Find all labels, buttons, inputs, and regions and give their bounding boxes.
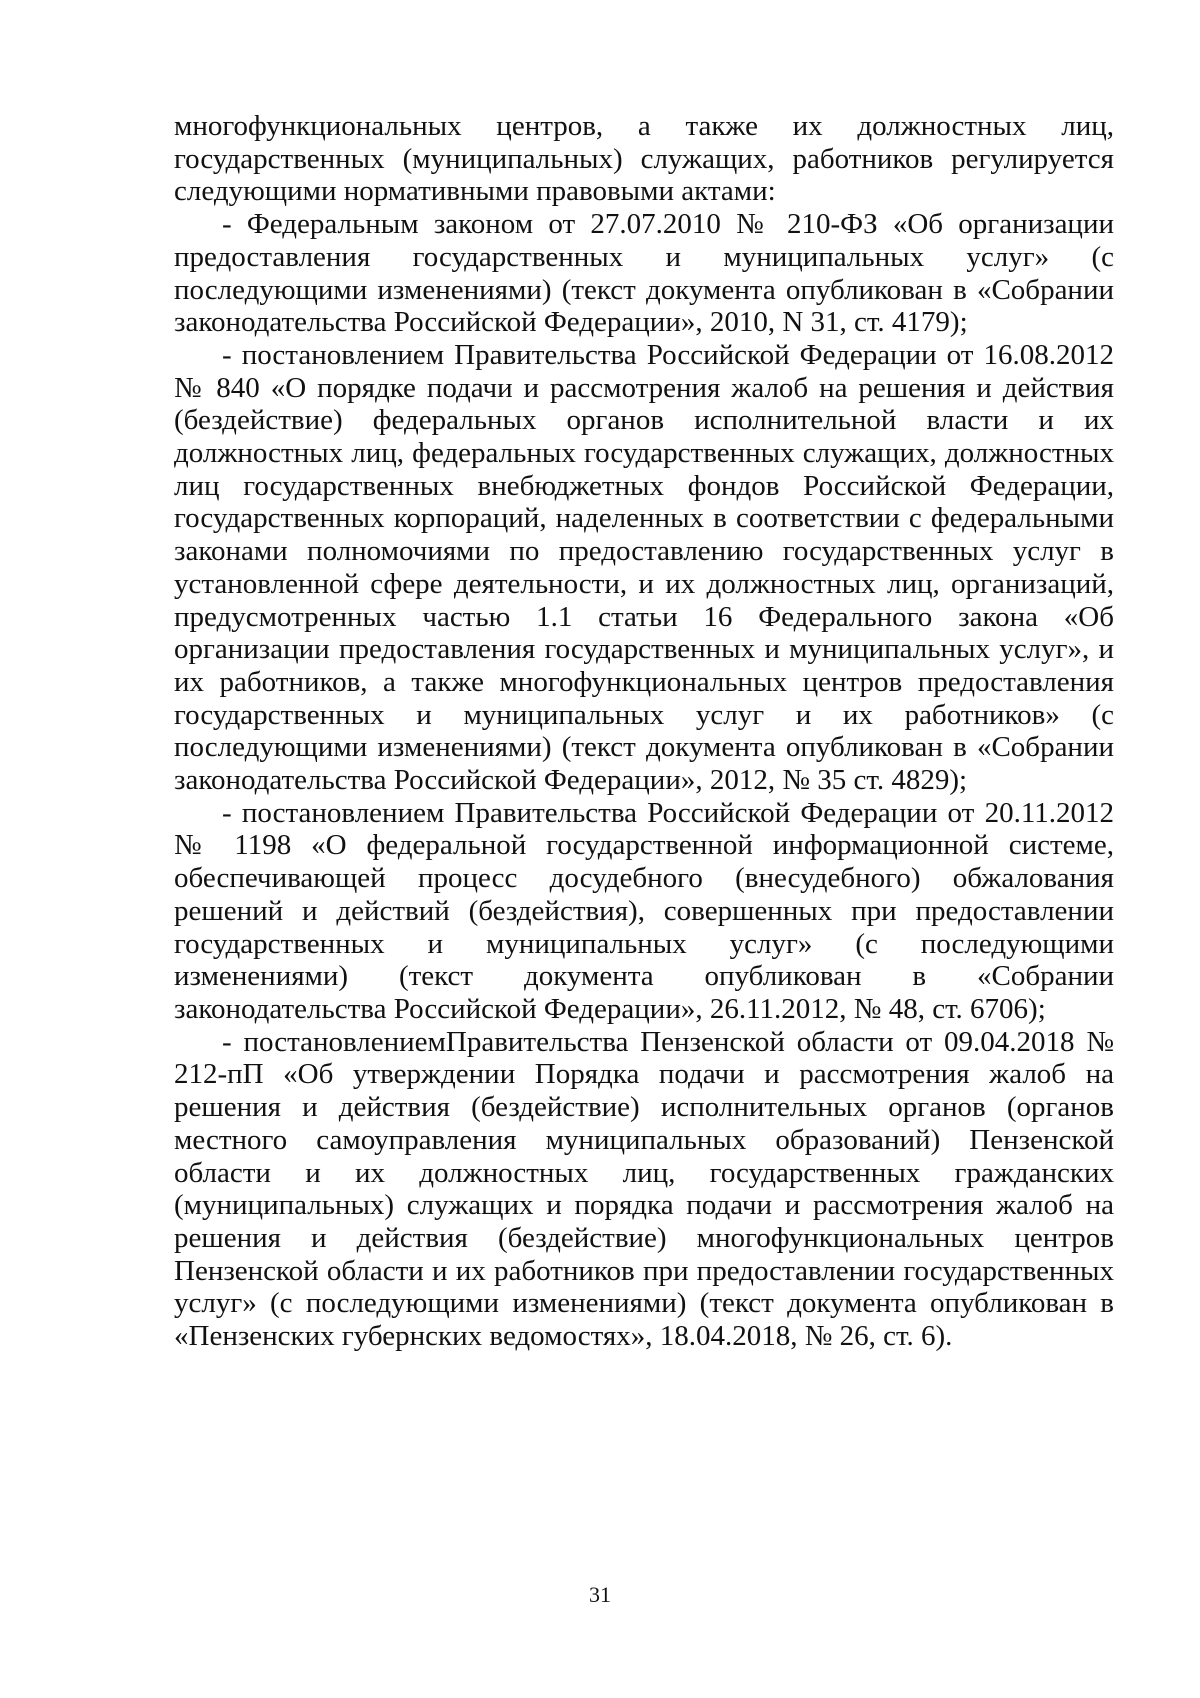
paragraph-decree-212-pp: - постановлениемПравительства Пензенской области от 09.04.2018 № 212-пП «Об утверждении Порядка подачи и рассмотрения жалоб на решения и действия (бездействие) исполнительных органов (органов местного самоуправления муниципальных образований) Пензенской области и их должностных лиц, государственных гражданских (муниципальных) служащих и порядка подачи и рассмотрения жалоб на решения и действия (бездействие) многофункциональных центров Пензенской области и их работников при предоставлении государственных услуг» (с последующими изменениями) (текст документа опубликован в «Пензенских губернских ведомостях», 18.04.2018, № 26, ст. 6). [174, 1025, 1114, 1353]
paragraph-law-210-fz: - Федеральным законом от 27.07.2010 № 210-ФЗ «Об организации предоставления государственных и муниципальных услуг» (с последующими изменениями) (текст документа опубликован в «Собрании законодательства Российской Федерации», 2010, N 31, ст. 4179); [174, 208, 1114, 339]
document-body [174, 110, 1114, 1353]
page-number: 31 [589, 1582, 611, 1607]
paragraph-decree-1198: - постановлением Правительства Российской Федерации от 20.11.2012 № 1198 «О федеральной государственной информационной системе, обеспечивающей процесс досудебного (внесудебного) обжалования решений и действий (бездействия), совершенных при предоставлении государственных и муниципальных услуг» (с последующими изменениями) (текст документа опубликован в «Собрании законодательства Российской Федерации», 26.11.2012, № 48, ст. 6706); [174, 796, 1114, 1025]
paragraph-intro: многофункциональных центров, а также их должностных лиц, государственных (муниципальных) служащих, работников регулируется следующими нормативными правовыми актами: [174, 110, 1114, 208]
paragraph-decree-840: - постановлением Правительства Российской Федерации от 16.08.2012 № 840 «О порядке подачи и рассмотрения жалоб на решения и действия (бездействие) федеральных органов исполнительной власти и их должностных лиц, федеральных государственных служащих, должностных лиц государственных внебюджетных фондов Российской Федерации, государственных корпораций, наделенных в соответствии с федеральными законами полномочиями по предоставлению государственных услуг в установленной сфере деятельности, и их должностных лиц, организаций, предусмотренных частью 1.1 статьи 16 Федерального закона «Об организации предоставления государственных и муниципальных услуг», и их работников, а также многофункциональных центров предоставления государственных и муниципальных услуг и их работников» (с последующими изменениями) (текст документа опубликован в «Собрании законодательства Российской Федерации», 2012, № 35 ст. 4829); [174, 338, 1114, 797]
